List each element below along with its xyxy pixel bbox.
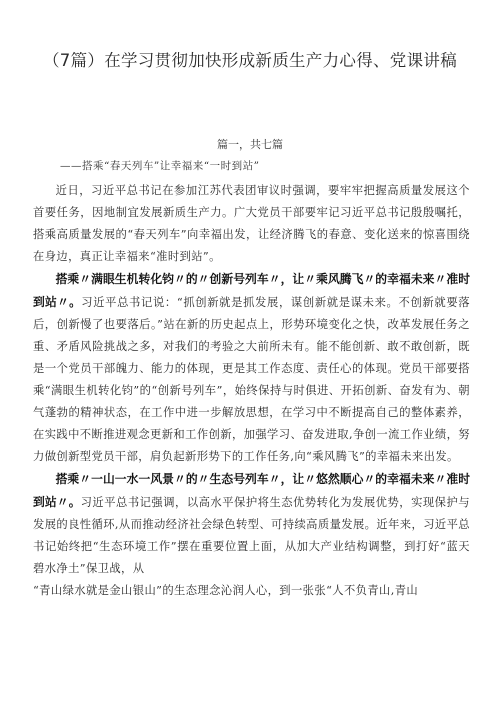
paragraph-2 — [33, 268, 470, 468]
paragraph-2-body: 习近平总书记说：“抓创新就是抓发展，谋创新就是谋未来。不创新就要落后，创新慢了也要落后。”站在新的历史起点上，形势环境变化之快，改革发展任务之重、矛盾风险挑战之多，对我们的考验之大前所未有。能不能创新、敢不敢创新，既是一个党员干部魄力、能力的体现，更是其工作态度、责任心的体现。党员干部要搭乘“满眼生机转化钧”的“创新号列车”，始终保持与时俱进、开拓创新、奋发有为、朝气蓬勃的精神状态，在工作中进一步解放思想，在学习中不断提高自己的整体素养，在实践中不断推进观念更新和工作创新，加强学习、奋发进取,争创一流工作业绩，努力做创新型党员干部，肩负起新形势下的工作任务,向“乘风腾飞”的幸福未来出发。 — [33, 296, 470, 463]
paragraph-3-body: 习近平总书记强调，以高水平保护将生态优势转化为发展优势，实现保护与发展的良性循环,从而推动经济社会绿色转型、可持续高质量发展。近年来，习近平总书记始终把“生态环境工作”摆在重要位置上面，从加大产业结构调整，到打好“蓝天碧水净土”保卫战，从 — [33, 496, 470, 575]
document-title: （7篇）在学习贯彻加快形成新质生产力心得、党课讲稿 — [43, 51, 457, 70]
paragraph-4: “青山绿水就是金山银山”的生态理念沁润人心，到一张张“人不负青山,青山 — [33, 584, 419, 597]
paragraph-3 — [33, 468, 470, 580]
paragraph-1: 近日，习近平总书记在参加江苏代表团审议时强调，要牢牢把握高质量发展这个首要任务，因地制宜发展新质生产力。广大党员干部要牢记习近平总书记殷殷嘱托，搭乘高质量发展的“春天列车”向幸福出发，让经济腾飞的春意、变化送来的惊喜围绕在身边，真正让幸福来“准时到站”。 — [33, 184, 470, 263]
article-subtitle: ——搭乘“春天列车”让幸福来“一时到站” — [60, 160, 260, 172]
article-body — [33, 180, 470, 602]
paragraph-2-heading: 搭乘〃满眼生机转化钧〃的〃创新号列车〃，让〃乘风腾飞〃的幸福未来〃准时到站〃。 — [33, 272, 470, 309]
section-label: 篇一，共七篇 — [217, 138, 283, 151]
paragraph-3-heading: 搭乘〃一山一水一风景〃的〃生态号列车〃，让〃悠然顺心〃的幸福未来〃准时到站〃。 — [33, 472, 470, 509]
